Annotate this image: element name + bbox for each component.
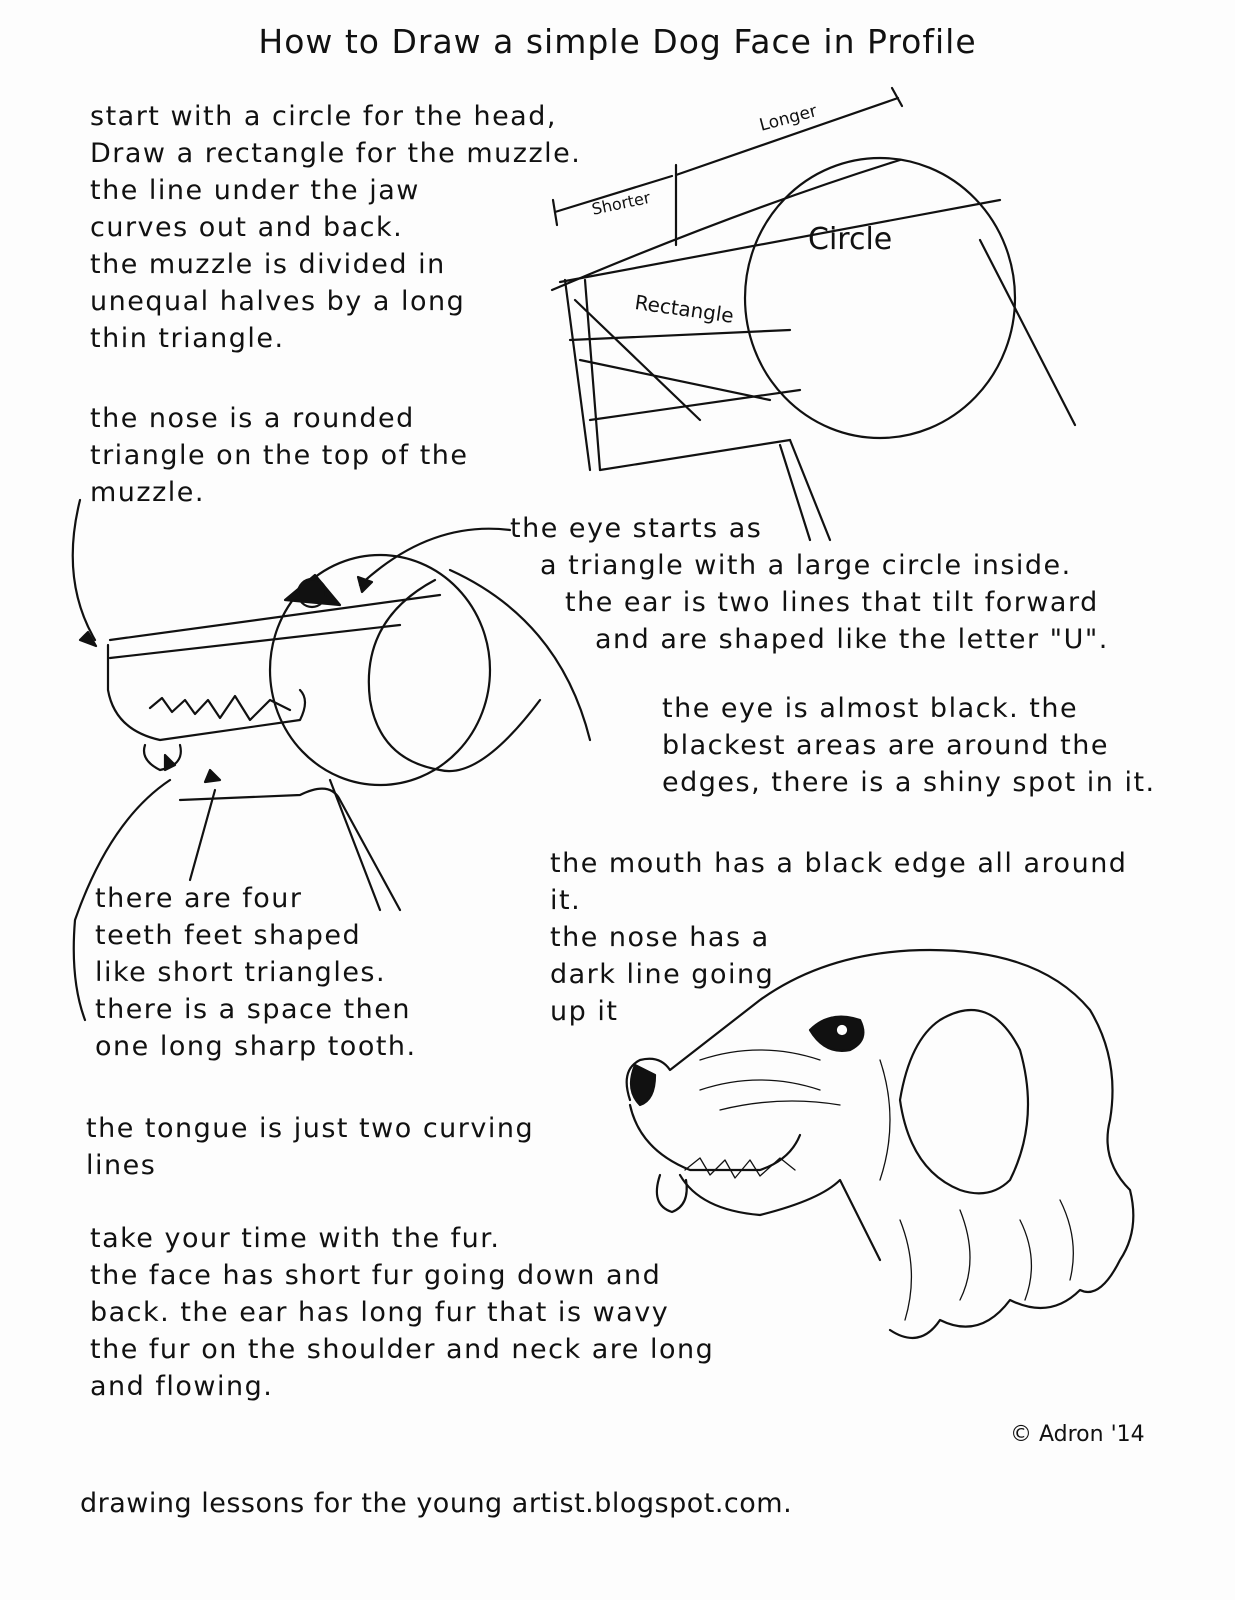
label-shorter: Shorter xyxy=(590,187,653,219)
copyright-signature: © Adron '14 xyxy=(1010,1422,1145,1447)
construction-diagram xyxy=(552,88,1075,540)
footer-website: drawing lessons for the young artist.blogspot.com. xyxy=(80,1488,793,1519)
label-rectangle: Rectangle xyxy=(633,290,736,328)
instructions-head-muzzle: start with a circle for the head, Draw a rectangle for the muzzle. the line under the jaw curves out and back. the muzzle is divided in unequal halves by a long thin triangle. xyxy=(90,101,582,354)
instructions-tongue: the tongue is just two curving lines xyxy=(86,1113,535,1181)
page-title: How to Draw a simple Dog Face in Profile xyxy=(258,22,977,61)
instructions-fur: take your time with the fur. the face has short fur going down and back. the ear has long fur that is wavy the fur on the shoulder and neck are long and flowing. xyxy=(90,1223,715,1402)
instructions-mouth-nose: the mouth has a black edge all around it. the nose has a dark line going up it xyxy=(550,848,1128,1027)
instructions-nose: the nose is a rounded triangle on the top of the muzzle. xyxy=(90,403,469,508)
instructions-eye-ear: the eye starts as a triangle with a large circle inside. the ear is two lines that tilt forward and are shaped like the letter "U". xyxy=(510,513,1109,655)
label-longer: Longer xyxy=(757,101,820,136)
instructions-eye-color: the eye is almost black. the blackest areas are around the edges, there is a shiny spot in it. xyxy=(662,693,1156,798)
label-circle: Circle xyxy=(808,222,893,257)
instructions-teeth: there are four teeth feet shaped like short triangles. there is a space then one long sharp tooth. xyxy=(95,883,417,1062)
